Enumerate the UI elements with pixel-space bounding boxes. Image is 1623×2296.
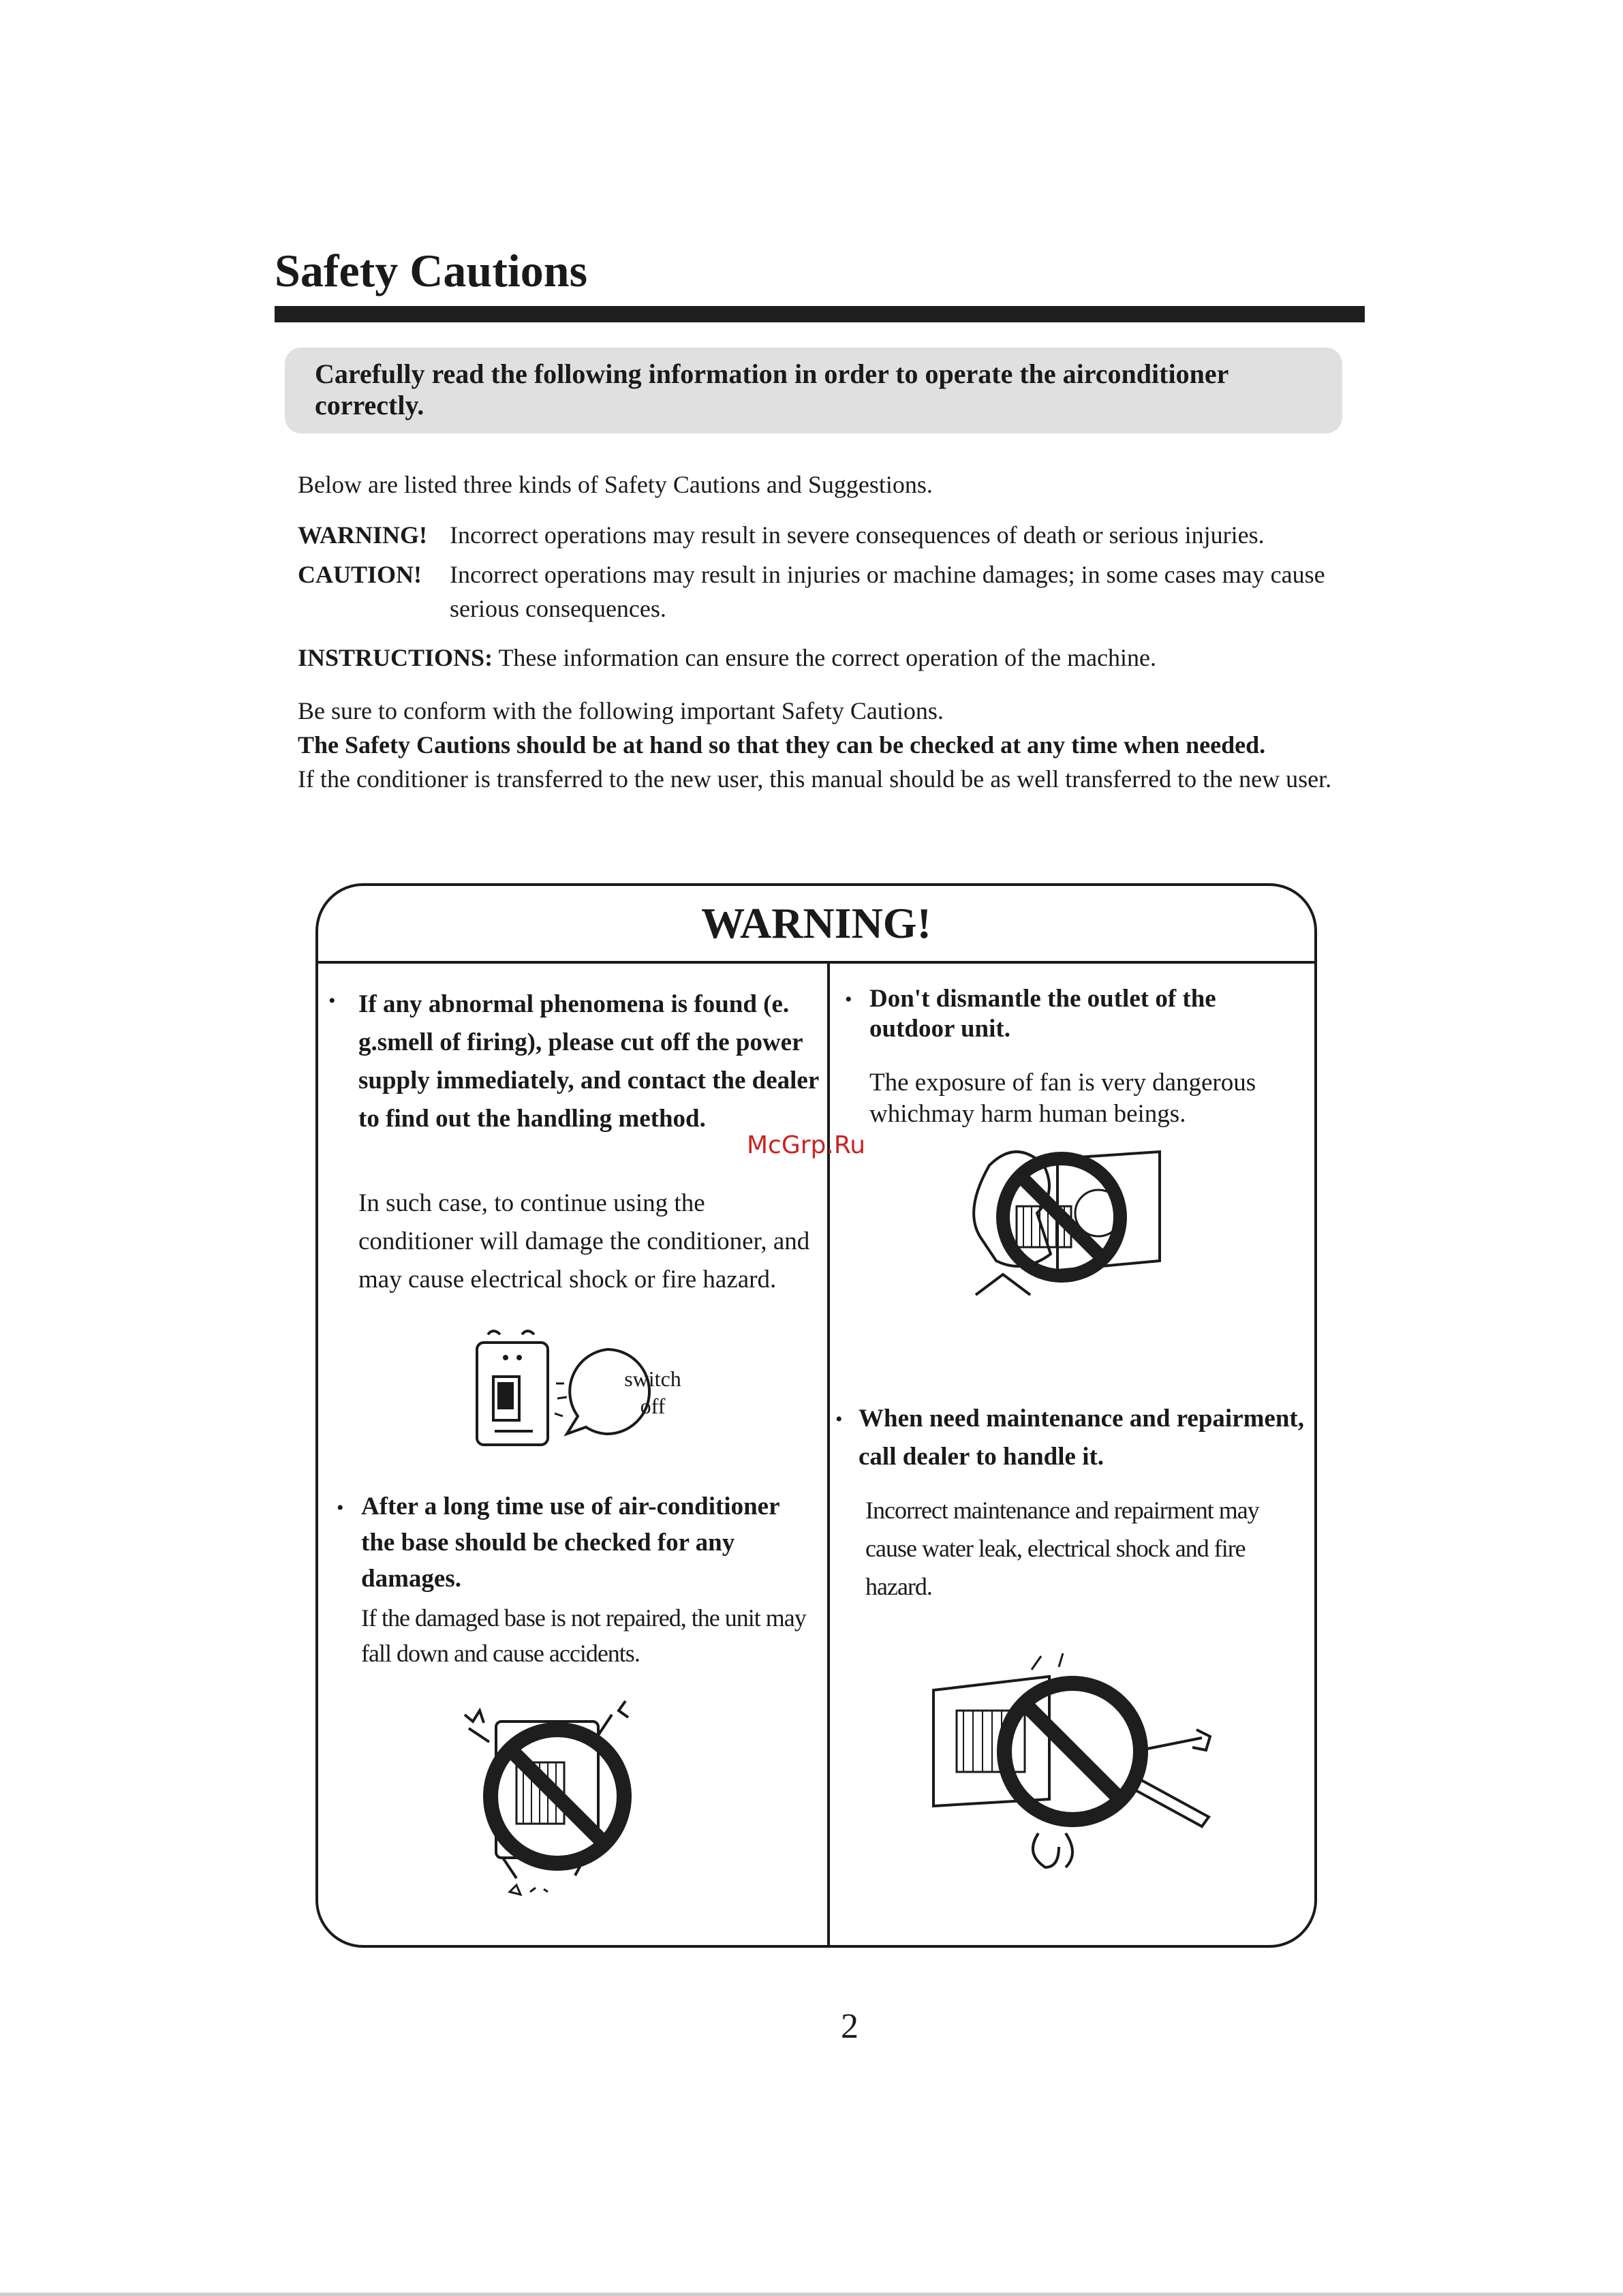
- instructions-definition: These information can ensure the correct operation of the machine.: [498, 644, 1157, 671]
- bullet-left-1: •: [328, 990, 336, 1012]
- prohibition-icon-2: [1003, 1159, 1120, 1276]
- switch-off-illustration: [467, 1329, 699, 1458]
- caution-label: CAUTION!: [298, 561, 422, 588]
- speech-bubble-icon: [567, 1349, 649, 1434]
- warning-box-column-divider: [827, 964, 830, 1946]
- warning-definition: Incorrect operations may result in severe consequences of death or serious injuries.: [450, 521, 1265, 549]
- bullet-right-2: •: [835, 1408, 843, 1430]
- warning-box-title: WARNING!: [701, 899, 931, 947]
- instructions-label: INSTRUCTIONS:: [298, 644, 493, 671]
- damaged-base-illustration: [455, 1687, 646, 1905]
- page-title: Safety Cautions: [275, 245, 588, 296]
- left-item-1-heading: If any abnormal phenomena is found (e. g.smell of firing), please cut off the power supply immediately, and contact the dealer to find out the handling method.: [358, 990, 819, 1133]
- switch-label: switch: [624, 1366, 681, 1391]
- notice-text: Carefully read the following information in order to operate the airconditioner correctly.: [315, 358, 1228, 420]
- maintenance-illustration: [929, 1649, 1222, 1881]
- conform-line-3: If the conditioner is transferred to the new user, this manual should be as well transferred to the new user.: [298, 765, 1332, 793]
- right-item-2-body: Incorrect maintenance and repairment may cause water leak, electrical shock and fire hazard.: [865, 1497, 1259, 1600]
- watermark: McGrp.Ru: [747, 1131, 866, 1159]
- bottom-edge: [0, 2293, 1623, 2296]
- page-number: 2: [841, 2007, 859, 2046]
- prohibition-icon-1: [491, 1730, 624, 1863]
- instructions-line: [298, 641, 1156, 675]
- conform-line-1: Be sure to conform with the following important Safety Cautions.: [298, 697, 944, 724]
- pliers-icon: [1033, 1833, 1072, 1867]
- bullet-right-1: •: [845, 988, 852, 1011]
- right-item-2-heading: When need maintenance and repairment, call dealer to handle it.: [859, 1405, 1305, 1471]
- left-item-1-body: In such case, to continue using the conditioner will damage the conditioner, and may cause electrical shock or fire hazard.: [358, 1189, 810, 1294]
- off-label: off: [640, 1394, 666, 1418]
- dismantle-outlet-illustration: [962, 1138, 1173, 1308]
- caution-definition: Incorrect operations may result in injuries or machine damages; in some cases may cause serious consequences.: [450, 561, 1325, 622]
- warning-label: WARNING!: [298, 521, 428, 549]
- warning-box-divider: [317, 961, 1316, 964]
- right-item-1-body: The exposure of fan is very dangerous whichmay harm human beings.: [869, 1069, 1256, 1128]
- left-item-2-body: If the damaged base is not repaired, the unit may fall down and cause accidents.: [361, 1604, 806, 1667]
- left-item-2-heading: After a long time use of air-conditioner the base should be checked for any damages.: [361, 1493, 779, 1593]
- intro-text: Below are listed three kinds of Safety Cautions and Suggestions.: [298, 471, 933, 498]
- right-item-1-heading: Don't dismantle the outlet of the outdoor unit.: [869, 985, 1216, 1043]
- bullet-left-2: •: [337, 1497, 344, 1519]
- conform-block: [298, 694, 1367, 796]
- conform-line-2: The Safety Cautions should be at hand so that they can be checked at any time when needed.: [298, 731, 1266, 759]
- title-rule: [275, 306, 1365, 322]
